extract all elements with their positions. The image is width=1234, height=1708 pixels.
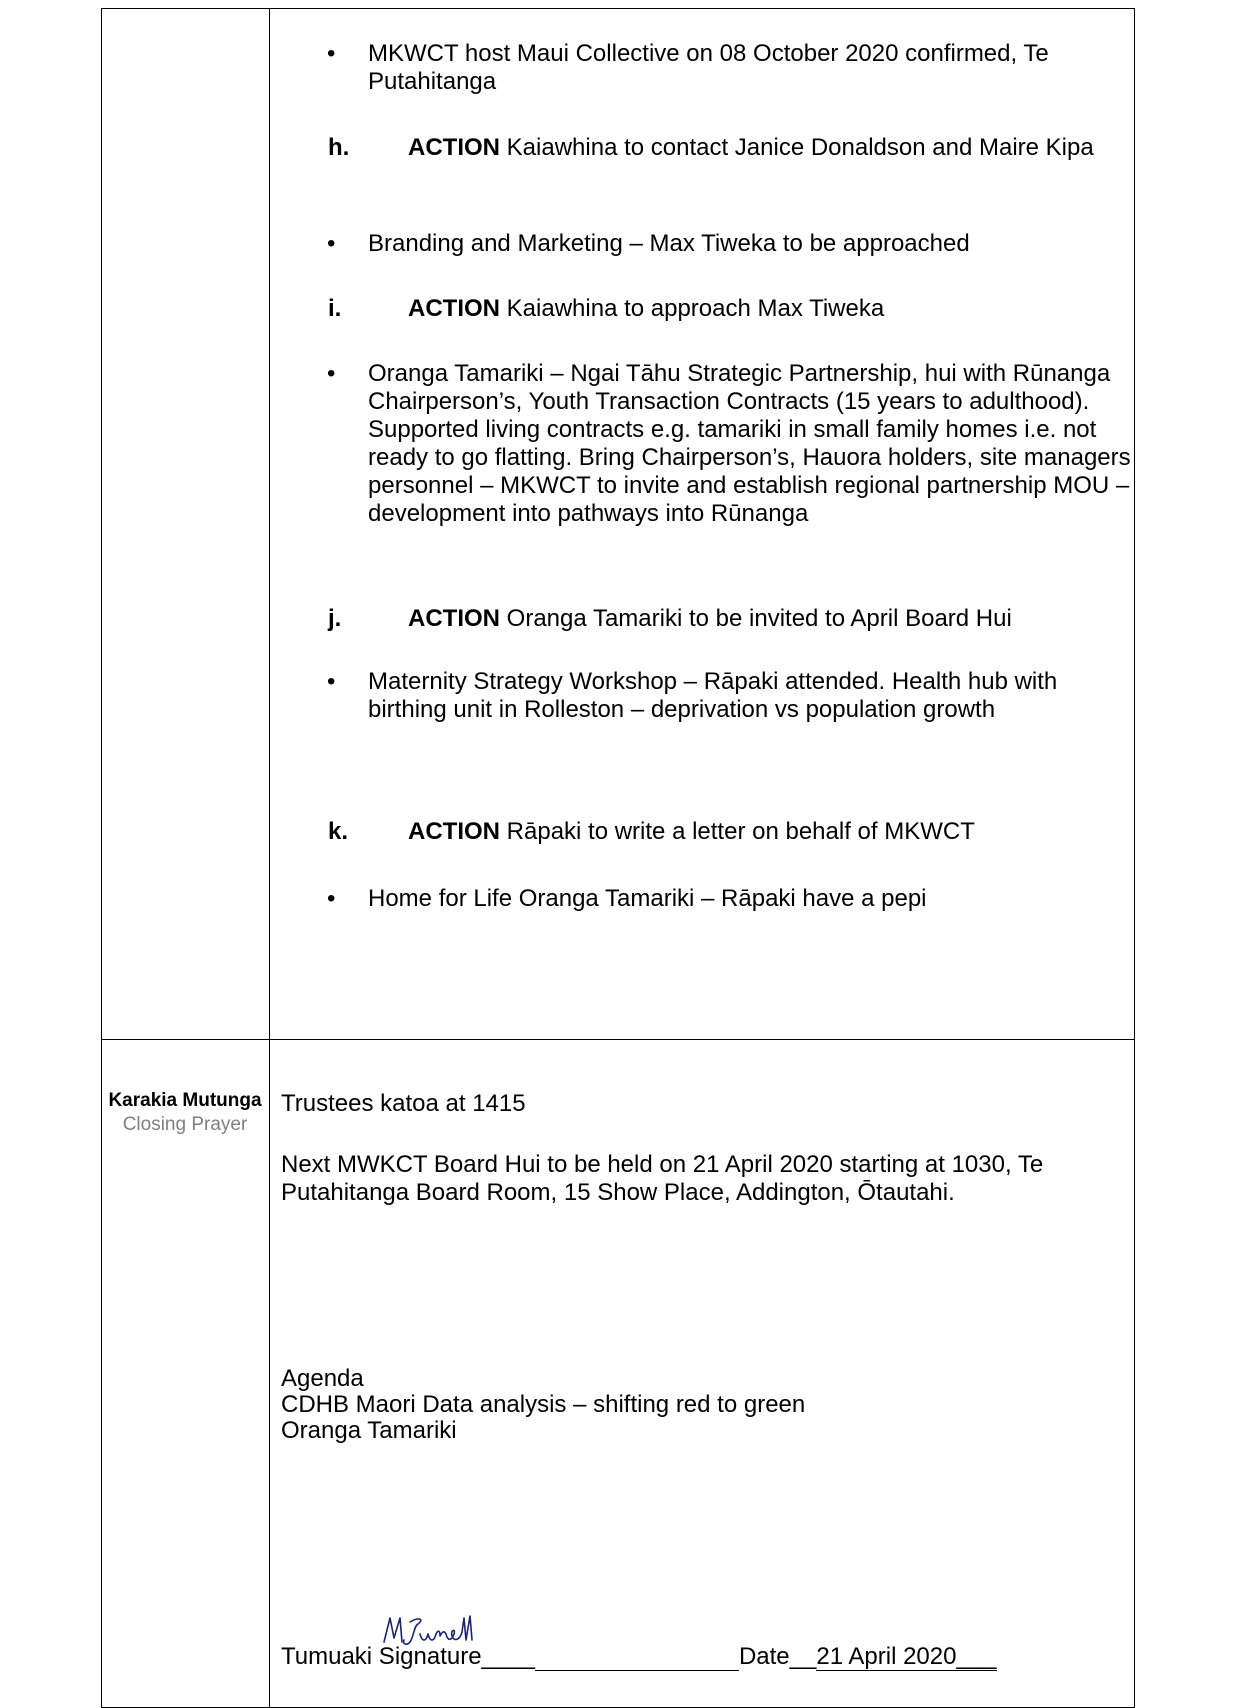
bullet-marker: •: [327, 668, 336, 695]
bullet-item: Branding and Marketing – Max Tiweka to be approached: [368, 230, 970, 257]
minutes-table: [101, 8, 1135, 1708]
action-text: Rāpaki to write a letter on behalf of MKWCT: [500, 818, 975, 845]
agenda-item: CDHB Maori Data analysis – shifting red to green: [281, 1391, 806, 1418]
action-item: [328, 134, 1133, 162]
bullet-item: MKWCT host Maui Collective on 08 October 2020 confirmed, Te Putahitanga: [368, 40, 1049, 95]
trustees-line: Trustees katoa at 1415: [281, 1090, 526, 1117]
action-letter: k.: [328, 818, 349, 845]
agenda-item: Oranga Tamariki: [281, 1417, 457, 1444]
date-lead-blank: __: [789, 1643, 817, 1670]
bullet-marker: •: [327, 40, 336, 67]
date-label: Date: [738, 1643, 790, 1670]
action-keyword: ACTION: [408, 295, 500, 322]
section-sublabel: Closing Prayer: [122, 1114, 248, 1135]
column-divider: [269, 8, 270, 1708]
action-text: Kaiawhina to approach Max Tiweka: [500, 295, 885, 322]
action-keyword: ACTION: [408, 134, 500, 161]
date-trail-blank: ___: [956, 1643, 997, 1670]
bullet-marker: •: [327, 230, 336, 257]
action-item: [328, 295, 1133, 323]
next-hui-paragraph: Next MWKCT Board Hui to be held on 21 April 2020 starting at 1030, Te Putahitanga Board Room, 15 Show Place, Addington, Ōtautahi.: [281, 1151, 1044, 1206]
action-letter: h.: [328, 134, 350, 161]
action-keyword: ACTION: [408, 605, 500, 632]
signature-label: Tumuaki Signature: [281, 1643, 482, 1670]
action-letter: i.: [328, 295, 342, 322]
signature-line: [535, 1644, 739, 1671]
signature-row: [281, 1643, 1131, 1675]
signature-blank: ____: [481, 1643, 535, 1670]
bullet-marker: •: [327, 360, 336, 387]
action-item: [328, 818, 1133, 846]
bullet-item: Maternity Strategy Workshop – Rāpaki attended. Health hub with birthing unit in Rolleston – deprivation vs population growth: [368, 668, 1058, 723]
action-keyword: ACTION: [408, 818, 500, 845]
action-item: [328, 605, 1133, 633]
bullet-marker: •: [327, 885, 336, 912]
bullet-item: Oranga Tamariki – Ngai Tāhu Strategic Partnership, hui with Rūnanga Chairperson’s, Youth Transaction Contracts (15 years to adulthood). Supported living contracts e.g. tamariki in small family homes i.e. not ready to go flatting. Bring Chairperson’s, Hauora holders, site managers personnel – MKWCT to invite and establish regional partnership MOU – development into pathways into Rūnanga: [368, 360, 1131, 527]
row-divider: [101, 1039, 1135, 1040]
action-text: Oranga Tamariki to be invited to April Board Hui: [500, 605, 1012, 632]
section-label: Karakia Mutunga: [108, 1090, 262, 1111]
action-text: Kaiawhina to contact Janice Donaldson and Maire Kipa: [500, 134, 1094, 161]
bullet-item: Home for Life Oranga Tamariki – Rāpaki have a pepi: [368, 885, 927, 912]
action-letter: j.: [328, 605, 342, 632]
agenda-title: Agenda: [281, 1365, 364, 1392]
date-value: 21 April 2020: [816, 1643, 957, 1670]
